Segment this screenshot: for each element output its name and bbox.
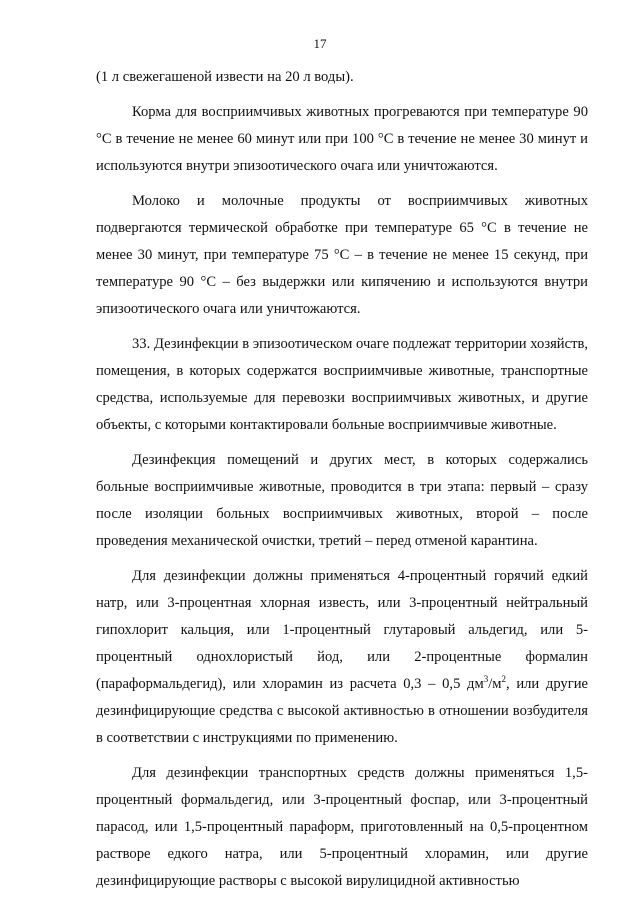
superscript-3: 3	[483, 674, 489, 685]
paragraph-6-tail: , или другие дезинфицирующие средства с высокой активностью в отношении возбудителя в соответствии с инструкциями по применению.	[96, 676, 589, 746]
paragraph-2: Корма для восприимчивых животных прогреваются при температуре 90 °С в течение не менее 60 минут или при 100 °С в течение не менее 30 минут и используются внутри эпизоотического очага или уничтожаются.	[96, 104, 588, 174]
paragraph-3: Молоко и молочные продукты от восприимчивых животных подвергаются термической обработке при температуре 65 °С в течение не менее 30 минут, при температуре 75 °С – в течение не менее 15 секунд, при температуре 90 °С – без выдержки или кипячению и используются внутри эпизоотического очага или уничтожаются.	[96, 193, 588, 317]
paragraph-7: Для дезинфекции транспортных средств должны применяться 1,5-процентный формальдегид, или 3-процентный фоспар, или 3-процентный парасод, или 1,5-процентный параформ, приготовленный на 0,5-процентном растворе едкого натра, или 5-процентный хлорамин, или другие дезинфицирующие растворы с высокой вирулицидной активностью	[96, 765, 588, 889]
paragraph-6-text: Для дезинфекции должны применяться 4-процентный горячий едкий натр, или 3-процентная хлорная известь, или 3-процентный нейтральный гипохлорит кальция, или 1-процентный глутаровый альдегид, или 5-процентный однохлористый йод, или 2-процентные формалин (параформальдегид), или хлорамин из расчета 0,3 – 0,5 дм	[96, 568, 588, 692]
paragraph-5: Дезинфекция помещений и других мест, в которых содержались больные восприимчивые животные, проводится в три этапа: первый – сразу после изоляции больных восприимчивых животных, второй – после проведения механической очистки, третий – перед отменой карантина.	[96, 452, 588, 549]
paragraph-6	[96, 563, 588, 752]
superscript-2: 2	[501, 674, 506, 685]
paragraph-4: 33. Дезинфекции в эпизоотическом очаге подлежат территории хозяйств, помещения, в которых содержатся восприимчивые животные, транспортные средства, используемые для перевозки восприимчивых животных, и другие объекты, с которыми контактировали больные восприимчивые животные.	[96, 336, 588, 433]
page-number: 17	[313, 36, 327, 51]
paragraph-6-unit: /м	[488, 676, 502, 692]
document-body	[96, 64, 588, 903]
paragraph-1: (1 л свежегашеной извести на 20 л воды).	[96, 69, 354, 85]
